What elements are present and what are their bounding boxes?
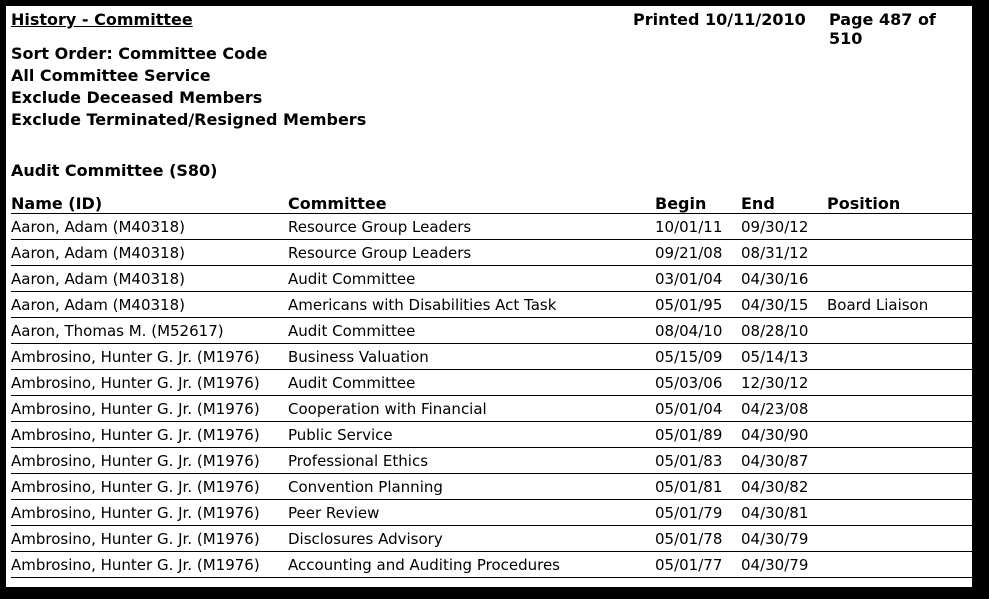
printed-date: Printed 10/11/2010 bbox=[633, 10, 806, 29]
table-row bbox=[11, 370, 973, 396]
cell-committee: Audit Committee bbox=[288, 318, 655, 344]
column-header-name: Name (ID) bbox=[11, 191, 288, 214]
cell-begin: 05/01/04 bbox=[655, 396, 741, 422]
table-row bbox=[11, 214, 973, 240]
cell-begin: 05/03/06 bbox=[655, 370, 741, 396]
table-row bbox=[11, 292, 973, 318]
committee-table bbox=[11, 191, 973, 578]
cell-end: 08/31/12 bbox=[741, 240, 827, 266]
report-title: History - Committee bbox=[11, 10, 193, 29]
cell-name: Ambrosino, Hunter G. Jr. (M1976) bbox=[11, 448, 288, 474]
cell-end: 05/14/13 bbox=[741, 344, 827, 370]
cell-begin: 05/01/81 bbox=[655, 474, 741, 500]
cell-end: 12/30/12 bbox=[741, 370, 827, 396]
cell-position bbox=[827, 240, 973, 266]
cell-end: 04/30/82 bbox=[741, 474, 827, 500]
cell-position bbox=[827, 344, 973, 370]
cell-begin: 03/01/04 bbox=[655, 266, 741, 292]
cell-end: 08/28/10 bbox=[741, 318, 827, 344]
table-row bbox=[11, 474, 973, 500]
table-row bbox=[11, 448, 973, 474]
cell-committee: Resource Group Leaders bbox=[288, 240, 655, 266]
cell-committee: Accounting and Auditing Procedures bbox=[288, 552, 655, 578]
cell-position bbox=[827, 370, 973, 396]
cell-position bbox=[827, 266, 973, 292]
cell-begin: 05/01/77 bbox=[655, 552, 741, 578]
page-number: Page 487 of 510 bbox=[829, 10, 936, 48]
table-row bbox=[11, 396, 973, 422]
cell-begin: 05/01/89 bbox=[655, 422, 741, 448]
cell-end: 09/30/12 bbox=[741, 214, 827, 240]
cell-committee: Americans with Disabilities Act Task bbox=[288, 292, 655, 318]
table-header-row bbox=[11, 191, 973, 214]
cell-begin: 05/01/79 bbox=[655, 500, 741, 526]
cell-name: Ambrosino, Hunter G. Jr. (M1976) bbox=[11, 370, 288, 396]
cell-name: Ambrosino, Hunter G. Jr. (M1976) bbox=[11, 500, 288, 526]
table-row bbox=[11, 344, 973, 370]
cell-name: Aaron, Adam (M40318) bbox=[11, 214, 288, 240]
cell-name: Ambrosino, Hunter G. Jr. (M1976) bbox=[11, 526, 288, 552]
cell-begin: 09/21/08 bbox=[655, 240, 741, 266]
cell-name: Aaron, Adam (M40318) bbox=[11, 240, 288, 266]
cell-end: 04/30/79 bbox=[741, 552, 827, 578]
cell-end: 04/30/87 bbox=[741, 448, 827, 474]
report-header bbox=[11, 10, 973, 48]
cell-end: 04/23/08 bbox=[741, 396, 827, 422]
table-row bbox=[11, 500, 973, 526]
cell-committee: Disclosures Advisory bbox=[288, 526, 655, 552]
cell-end: 04/30/15 bbox=[741, 292, 827, 318]
cell-end: 04/30/81 bbox=[741, 500, 827, 526]
cell-name: Aaron, Thomas M. (M52617) bbox=[11, 318, 288, 344]
column-header-committee: Committee bbox=[288, 191, 655, 214]
cell-end: 04/30/90 bbox=[741, 422, 827, 448]
column-header-end: End bbox=[741, 191, 827, 214]
cell-position bbox=[827, 526, 973, 552]
cell-end: 04/30/16 bbox=[741, 266, 827, 292]
cell-begin: 10/01/11 bbox=[655, 214, 741, 240]
cell-committee: Business Valuation bbox=[288, 344, 655, 370]
cell-committee: Cooperation with Financial bbox=[288, 396, 655, 422]
cell-begin: 08/04/10 bbox=[655, 318, 741, 344]
cell-begin: 05/01/95 bbox=[655, 292, 741, 318]
cell-name: Ambrosino, Hunter G. Jr. (M1976) bbox=[11, 396, 288, 422]
table-row bbox=[11, 552, 973, 578]
cell-committee: Peer Review bbox=[288, 500, 655, 526]
cell-name: Ambrosino, Hunter G. Jr. (M1976) bbox=[11, 474, 288, 500]
cell-committee: Professional Ethics bbox=[288, 448, 655, 474]
cell-name: Aaron, Adam (M40318) bbox=[11, 292, 288, 318]
table-row bbox=[11, 266, 973, 292]
cell-position bbox=[827, 552, 973, 578]
cell-position bbox=[827, 318, 973, 344]
cell-name: Ambrosino, Hunter G. Jr. (M1976) bbox=[11, 344, 288, 370]
cell-position bbox=[827, 214, 973, 240]
cell-committee: Public Service bbox=[288, 422, 655, 448]
cell-position bbox=[827, 448, 973, 474]
cell-committee: Audit Committee bbox=[288, 370, 655, 396]
table-row bbox=[11, 422, 973, 448]
cell-name: Ambrosino, Hunter G. Jr. (M1976) bbox=[11, 422, 288, 448]
column-header-begin: Begin bbox=[655, 191, 741, 214]
committee-history-report bbox=[11, 10, 973, 578]
table-row bbox=[11, 240, 973, 266]
cell-position: Board Liaison bbox=[827, 292, 973, 318]
cell-committee: Resource Group Leaders bbox=[288, 214, 655, 240]
table-row bbox=[11, 526, 973, 552]
criteria-exclude-terminated: Exclude Terminated/Resigned Members bbox=[11, 110, 367, 129]
cell-position bbox=[827, 396, 973, 422]
cell-position bbox=[827, 474, 973, 500]
table-row bbox=[11, 318, 973, 344]
cell-committee: Audit Committee bbox=[288, 266, 655, 292]
cell-name: Ambrosino, Hunter G. Jr. (M1976) bbox=[11, 552, 288, 578]
cell-begin: 05/01/83 bbox=[655, 448, 741, 474]
report-criteria bbox=[11, 43, 973, 131]
section-title: Audit Committee (S80) bbox=[11, 161, 218, 180]
cell-end: 04/30/79 bbox=[741, 526, 827, 552]
cell-position bbox=[827, 500, 973, 526]
cell-begin: 05/01/78 bbox=[655, 526, 741, 552]
cell-committee: Convention Planning bbox=[288, 474, 655, 500]
column-header-position: Position bbox=[827, 191, 973, 214]
cell-begin: 05/15/09 bbox=[655, 344, 741, 370]
cell-position bbox=[827, 422, 973, 448]
criteria-service: All Committee Service bbox=[11, 66, 211, 85]
criteria-exclude-deceased: Exclude Deceased Members bbox=[11, 88, 263, 107]
cell-name: Aaron, Adam (M40318) bbox=[11, 266, 288, 292]
criteria-sort-order: Sort Order: Committee Code bbox=[11, 44, 268, 63]
